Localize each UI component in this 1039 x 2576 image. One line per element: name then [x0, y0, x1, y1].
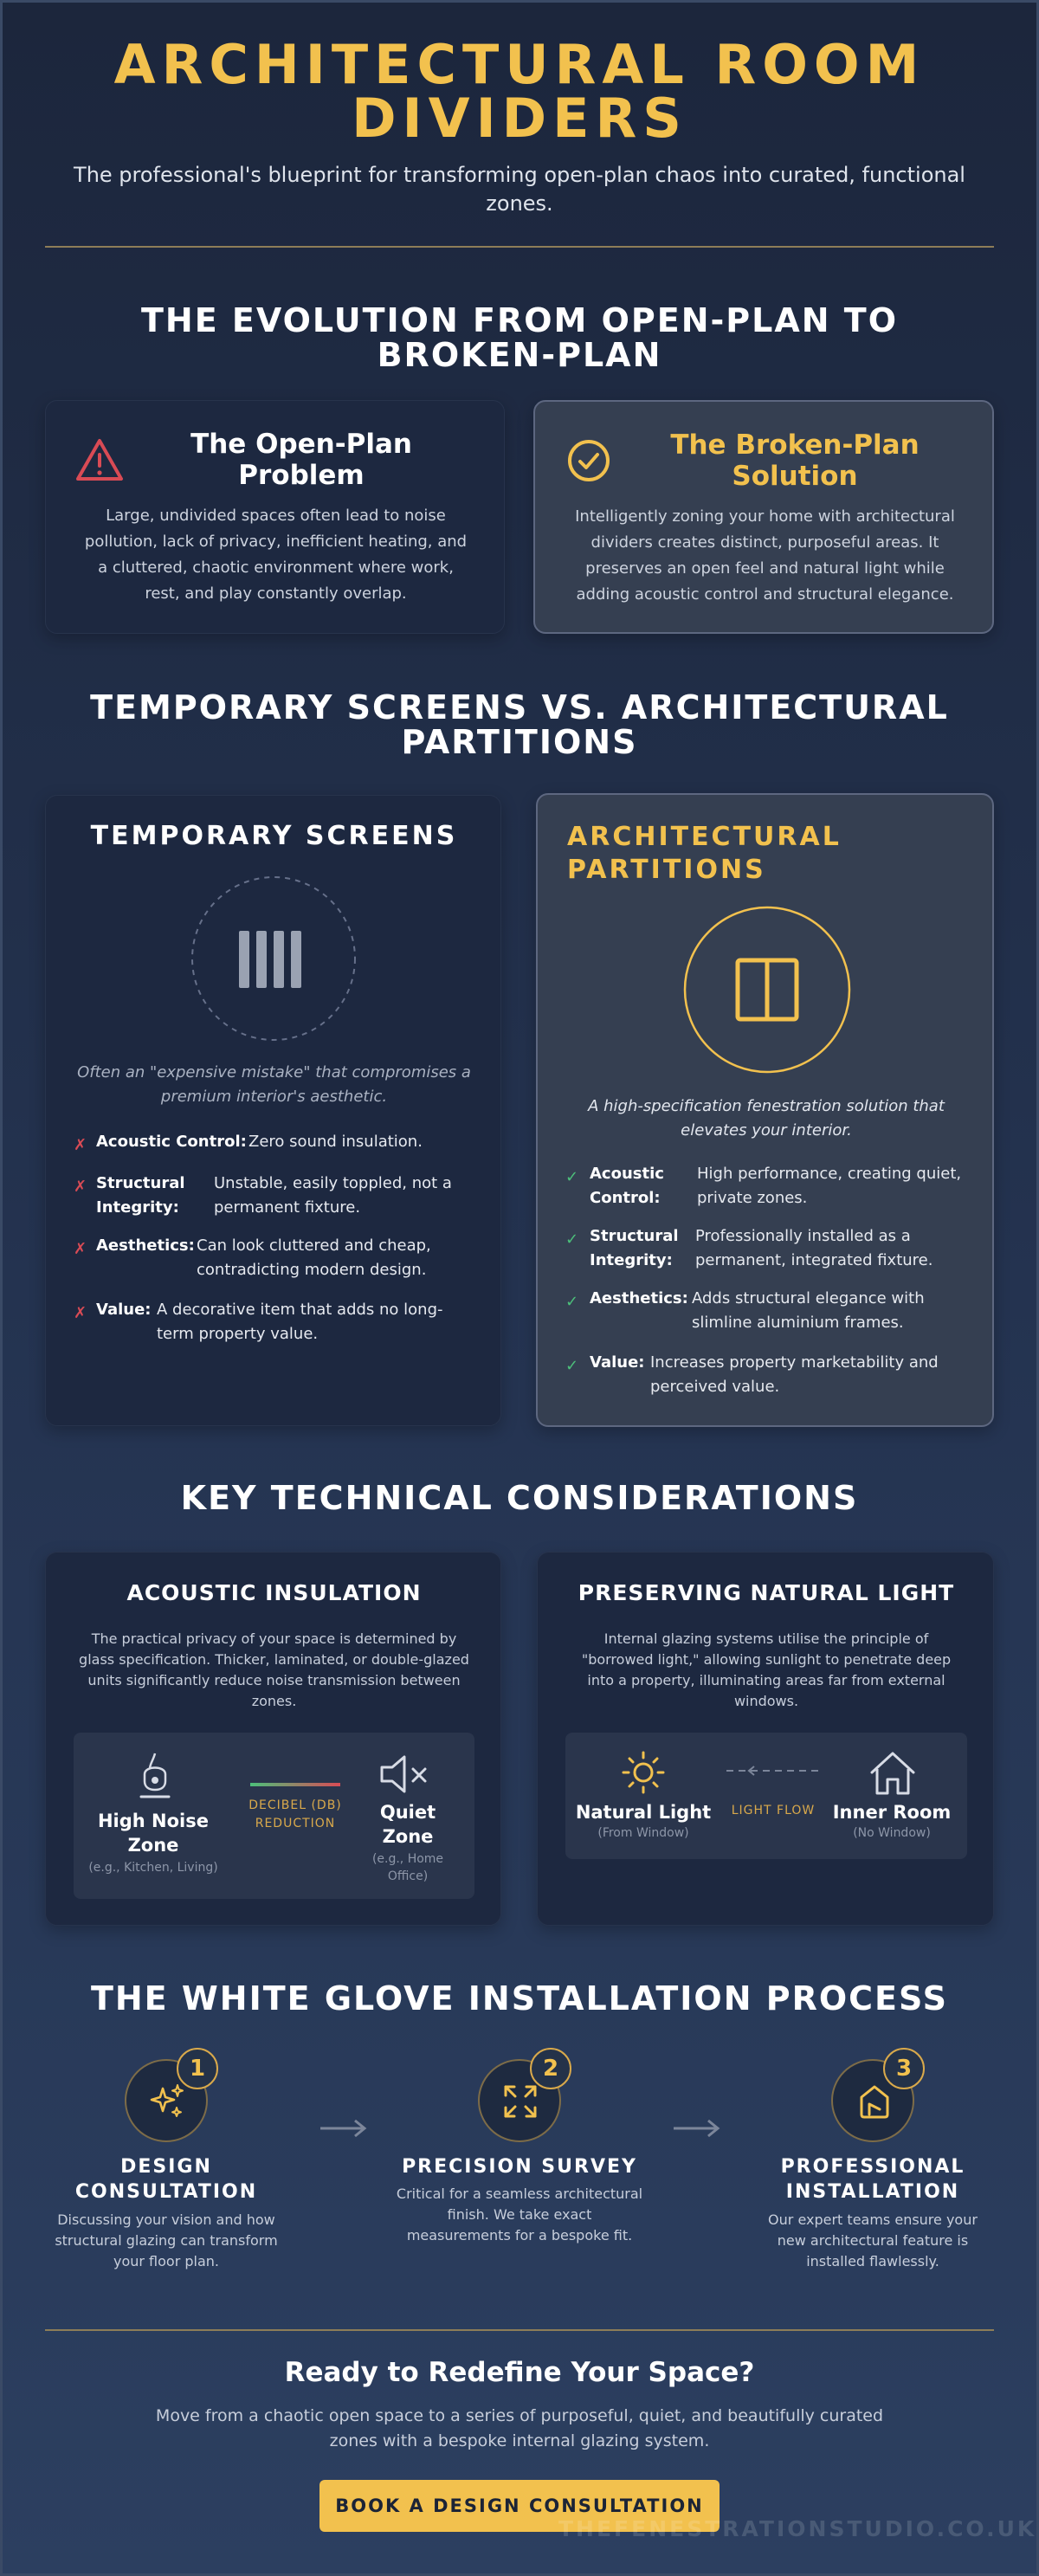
acoustic-diagram — [74, 1733, 474, 1899]
step-3-title: PROFESSIONAL INSTALLATION — [780, 2156, 965, 2203]
architectural-feature-value: ✓ Value: Increases property marketability and perceived value. — [565, 1353, 939, 1396]
speaker-muted-icon — [378, 1752, 430, 1800]
inner-room-sub: (No Window) — [853, 1826, 931, 1840]
temporary-screens-card — [45, 795, 501, 1426]
cross-icon: ✗ — [74, 1304, 87, 1322]
architectural-feature-acoustic: ✓ Acoustic Control: High performance, creating quiet, private zones. — [565, 1165, 962, 1207]
high-noise-zone-sub: (e.g., Kitchen, Living) — [88, 1861, 218, 1875]
open-plan-title: The Open-Plan Problem — [190, 429, 412, 491]
book-consultation-button[interactable]: BOOK A DESIGN CONSULTATION — [319, 2480, 720, 2532]
architectural-feature-aesthetics: ✓ Aesthetics: Adds structural elegance with slimline aluminium frames. — [565, 1289, 925, 1332]
inner-room-label: Inner Room — [832, 1802, 952, 1823]
temporary-screens-title: TEMPORARY SCREENS — [90, 821, 458, 851]
arrow-right-icon — [319, 2118, 367, 2142]
check-icon: ✓ — [565, 1230, 579, 1249]
step-3-badge: 3 — [883, 2048, 925, 2089]
divider — [45, 2329, 994, 2331]
website-watermark: THEFENESTRATIONSTUDIO.CO.UK — [558, 2516, 1037, 2541]
cross-icon: ✗ — [74, 1136, 87, 1154]
cross-icon: ✗ — [74, 1178, 87, 1196]
acoustic-insulation-card — [45, 1552, 501, 1926]
page-subtitle: The professional's blueprint for transforming open-plan chaos into curated, functional zones. — [74, 163, 965, 216]
natural-light-sub: (From Window) — [597, 1826, 689, 1840]
natural-light-label: Natural Light — [575, 1802, 712, 1823]
light-body: Internal glazing systems utilise the principle of "borrowed light," allowing sunlight to penetrate deep into a property, illuminating areas far from external windows. — [581, 1630, 952, 1709]
cta-body: Move from a chaotic open space to a series of purposeful, quiet, and beautifully curated zones with a bespoke internal glazing system. — [155, 2406, 884, 2450]
high-noise-zone-label: High Noise Zone — [97, 1811, 209, 1856]
step-1-body: Discussing your vision and how structural glazing can transform your floor plan. — [55, 2211, 278, 2269]
folding-screen-icon — [190, 875, 357, 1045]
acoustic-title: ACOUSTIC INSULATION — [126, 1580, 422, 1605]
noise-source-icon — [136, 1752, 174, 1802]
home-install-icon — [857, 2083, 892, 2123]
divider — [45, 246, 994, 248]
sparkles-icon — [147, 2082, 187, 2125]
check-circle-icon — [566, 438, 611, 487]
temporary-feature-structural: ✗ Structural Integrity: Unstable, easily toppled, not a permanent fixture. — [74, 1174, 452, 1217]
cross-icon: ✗ — [74, 1240, 87, 1258]
architectural-partitions-title: ARCHITECTURAL PARTITIONS — [567, 822, 842, 885]
natural-light-card — [537, 1552, 994, 1926]
broken-plan-solution-card — [533, 400, 994, 634]
light-diagram — [565, 1733, 967, 1859]
light-flow-label: LIGHT FLOW — [731, 1804, 816, 1817]
decibel-gradient-bar — [250, 1783, 340, 1786]
arrow-right-icon — [672, 2118, 720, 2142]
light-title: PRESERVING NATURAL LIGHT — [578, 1580, 955, 1605]
decibel-reduction-label: DECIBEL (DB) REDUCTION — [248, 1798, 342, 1830]
check-icon: ✓ — [565, 1293, 579, 1311]
architectural-tagline: A high-specification fenestration solution that elevates your interior. — [588, 1097, 945, 1140]
step-1-title: DESIGN CONSULTATION — [74, 2156, 258, 2203]
sun-icon — [621, 1750, 666, 1798]
step-3-body: Our expert teams ensure your new architectural feature is installed flawlessly. — [768, 2211, 978, 2269]
step-2-badge: 2 — [530, 2048, 571, 2089]
broken-plan-body: Intelligently zoning your home with architectural dividers creates distinct, purposeful areas. It preserves an open feel and natural light while adding acoustic control and structural elegance. — [575, 507, 955, 604]
window-partition-icon — [683, 906, 851, 1077]
check-icon: ✓ — [565, 1168, 579, 1186]
temporary-feature-acoustic: ✗ Acoustic Control: Zero sound insulation. — [74, 1130, 481, 1156]
light-flow-arrow-icon — [725, 1764, 822, 1780]
temporary-tagline: Often an "expensive mistake" that compromises a premium interior's aesthetic. — [77, 1063, 471, 1106]
warning-icon — [75, 437, 124, 486]
architectural-partitions-card — [536, 793, 994, 1427]
step-2-title: PRECISION SURVEY — [402, 2156, 637, 2178]
measure-expand-icon — [502, 2083, 539, 2123]
quiet-zone-label: Quiet Zone — [379, 1802, 436, 1847]
technical-heading: KEY TECHNICAL CONSIDERATIONS — [180, 1479, 859, 1517]
process-heading: THE WHITE GLOVE INSTALLATION PROCESS — [90, 1979, 949, 2018]
quiet-zone-sub: (e.g., Home Office) — [371, 1852, 444, 1883]
cta-title: Ready to Redefine Your Space? — [284, 2357, 755, 2388]
open-plan-problem-card — [45, 400, 505, 634]
step-2-body: Critical for a seamless architectural finish. We take exact measurements for a bespoke fit. — [396, 2185, 643, 2244]
acoustic-body: The practical privacy of your space is determined by glass specification. Thicker, laminated, or double-glazed units significantly reduce noise transmission between zones. — [79, 1630, 469, 1709]
step-1-badge: 1 — [177, 2048, 218, 2089]
temporary-feature-value: ✗ Value: A decorative item that adds no long-term property value. — [74, 1301, 443, 1343]
page-title: ARCHITECTURAL ROOM DIVIDERS — [113, 33, 926, 150]
architectural-feature-structural: ✓ Structural Integrity: Professionally installed as a permanent, integrated fixture. — [565, 1227, 933, 1269]
evolution-heading: THE EVOLUTION FROM OPEN-PLAN TO BROKEN-PLAN — [140, 301, 898, 374]
broken-plan-title: The Broken-Plan Solution — [670, 429, 920, 492]
comparison-heading: TEMPORARY SCREENS VS. ARCHITECTURAL PARTITIONS — [90, 688, 949, 761]
open-plan-body: Large, undivided spaces often lead to noise pollution, lack of privacy, inefficient heating, and a cluttered, chaotic environment where work, rest, and play constantly overlap. — [84, 507, 468, 603]
house-icon — [868, 1750, 917, 1800]
temporary-feature-aesthetics: ✗ Aesthetics: Can look cluttered and cheap, contradicting modern design. — [74, 1236, 431, 1279]
check-icon: ✓ — [565, 1357, 579, 1375]
